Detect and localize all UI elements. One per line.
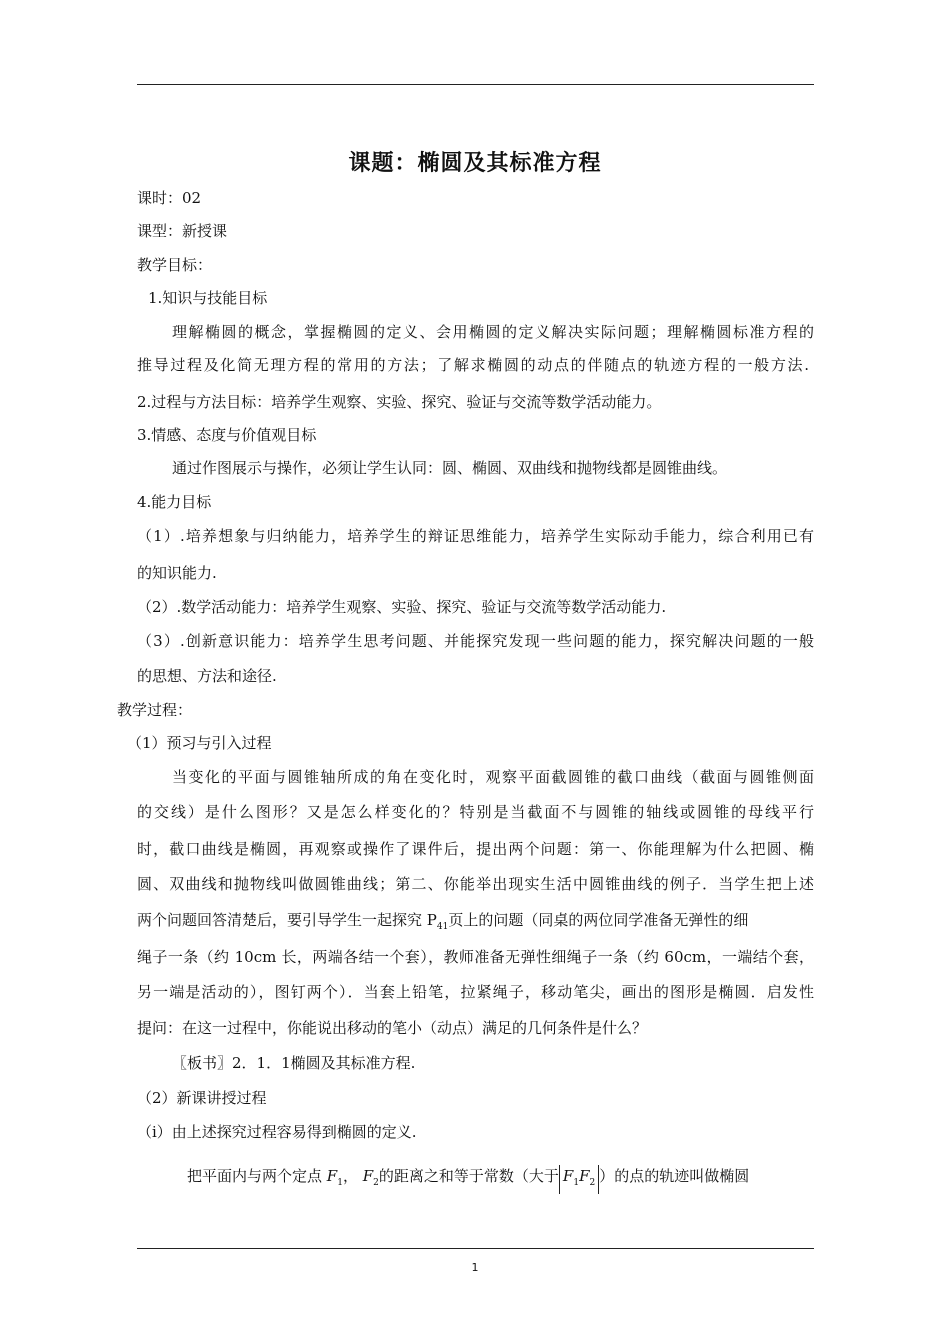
process-2-heading: （2）新课讲授过程 — [137, 1089, 267, 1107]
goal-4-1-line-1: （1）.培养想象与归纳能力，培养学生的辩证思维能力，培养学生实际动手能力，综合利用已有 — [137, 527, 814, 545]
goal-4-1-line-2: 的知识能力. — [137, 564, 217, 582]
goal-3-text: 通过作图展示与操作，必须让学生认同：圆、椭圆、双曲线和抛物线都是圆锥曲线。 — [172, 459, 728, 477]
process-1-line-2: 的交线）是什么图形？又是怎么样变化的？特别是当截面不与圆锥的轴线或圆锥的母线平行 — [137, 803, 814, 821]
process-1-line-7: 另一端是活动的），图钉两个）．当套上铅笔，拉紧绳子，移动笔尖，画出的图形是椭圆．启发性 — [137, 983, 814, 1001]
abs-f2-subscript: 2 — [589, 1178, 596, 1188]
goal-3-heading: 3.情感、态度与价值观目标 — [137, 426, 317, 444]
header-rule — [137, 84, 814, 85]
f1-letter: F — [326, 1167, 338, 1185]
ellipse-definition-line — [187, 1164, 749, 1195]
goal-1-line-2: 推导过程及化简无理方程的常用的方法；了解求椭圆的动点的伴随点的轨迹方程的一般方法. — [137, 356, 809, 374]
focus-f2 — [362, 1167, 379, 1188]
process-1-line-8: 提问：在这一过程中，你能说出移动的笔小（动点）满足的几何条件是什么？ — [137, 1019, 648, 1037]
line-5-text-a: 两个问题回答清楚后，要引导学生一起探究 P — [137, 911, 437, 929]
board-note: 〖板书〗2．1．1椭圆及其标准方程. — [172, 1054, 416, 1072]
class-hours: 课时：02 — [137, 189, 202, 207]
goals-heading: 教学目标： — [137, 256, 213, 274]
process-1-line-4: 圆、双曲线和抛物线叫做圆锥曲线；第二、你能举出现实生活中圆锥曲线的例子．当学生把上述 — [137, 875, 814, 893]
goal-4-2: （2）.数学活动能力：培养学生观察、实验、探究、验证与交流等数学活动能力. — [137, 598, 667, 616]
focus-f1 — [326, 1167, 343, 1188]
goal-4-3-line-1: （3）.创新意识能力：培养学生思考问题、并能探究发现一些问题的能力，探究解决问题的一般 — [137, 632, 814, 650]
process-2-i: （i）由上述探究过程容易得到椭圆的定义. — [137, 1123, 417, 1141]
page-title: 课题：椭圆及其标准方程 — [348, 151, 602, 176]
goal-4-3-line-2: 的思想、方法和途径. — [137, 667, 277, 685]
abs-f2-letter: F — [579, 1167, 590, 1185]
process-1-line-3: 时，截口曲线是椭圆，再观察或操作了课件后，提出两个问题：第一、你能理解为什么把圆、椭 — [137, 840, 814, 858]
def-text-c: 的距离之和等于常数（大于 — [378, 1167, 559, 1185]
def-text-d: ）的点的轨迹叫做椭圆 — [599, 1167, 750, 1185]
page-ref-subscript: 41 — [436, 922, 449, 932]
process-1-heading: （1）预习与引入过程 — [127, 734, 272, 752]
f2-subscript: 2 — [373, 1178, 379, 1188]
process-heading: 教学过程： — [117, 701, 193, 719]
goal-2: 2.过程与方法目标：培养学生观察、实验、探究、验证与交流等数学活动能力。 — [137, 393, 662, 411]
def-text-b: ， — [342, 1167, 358, 1185]
abs-f1-letter: F — [562, 1167, 574, 1185]
abs-f1-subscript: 1 — [573, 1178, 580, 1188]
focal-distance-abs — [559, 1165, 599, 1194]
def-text-a: 把平面内与两个定点 — [187, 1167, 323, 1185]
line-5-text-b: 页上的问题（同桌的两位同学准备无弹性的细 — [448, 911, 749, 929]
footer-rule — [137, 1248, 814, 1249]
goal-1-line-1: 理解椭圆的概念，掌握椭圆的定义、会用椭圆的定义解决实际问题；理解椭圆标准方程的 — [172, 323, 814, 341]
process-1-line-5 — [137, 910, 814, 937]
goal-1-heading: 1.知识与技能目标 — [148, 289, 268, 307]
page-number: 1 — [471, 1261, 479, 1274]
process-1-line-6: 绳子一条（约 10cm 长，两端各结一个套），教师准备无弹性细绳子一条（约 60cm，一端结个套， — [137, 948, 814, 966]
f1-subscript: 1 — [337, 1178, 343, 1188]
class-type: 课型：新授课 — [137, 222, 228, 240]
f2-letter: F — [362, 1167, 374, 1185]
goal-4-heading: 4.能力目标 — [137, 493, 212, 511]
process-1-line-1: 当变化的平面与圆锥轴所成的角在变化时，观察平面截圆锥的截口曲线（截面与圆锥侧面 — [172, 768, 814, 786]
